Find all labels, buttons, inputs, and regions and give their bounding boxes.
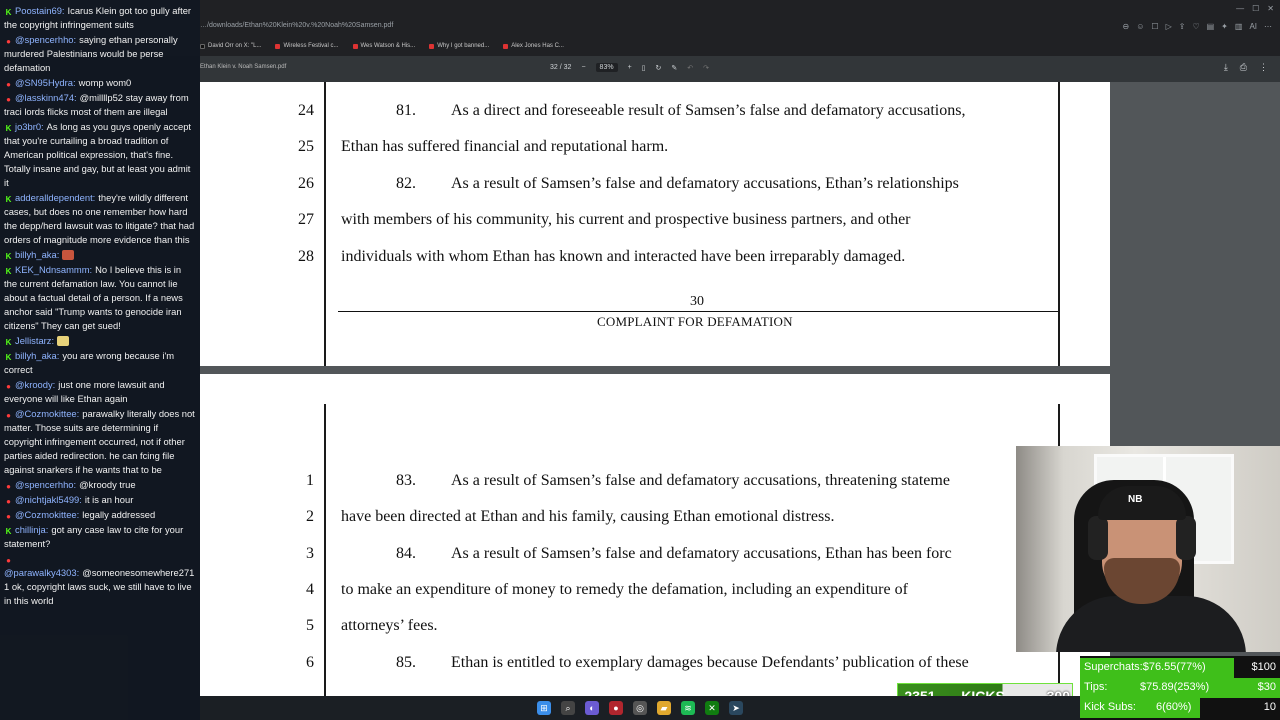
chat-message — [4, 523, 196, 551]
live-chat — [0, 0, 200, 720]
pdf-toolbar — [200, 56, 1280, 82]
paragraph-number: 83. — [396, 472, 416, 489]
chat-username[interactable]: @Cozmokittee: — [15, 408, 80, 419]
chat-username[interactable]: jo3br0: — [15, 121, 44, 132]
chat-username[interactable]: Jellistarz: — [15, 335, 55, 346]
kick-subs-goal — [1080, 698, 1280, 718]
goal-value: $76.55(77%) — [1142, 661, 1206, 673]
chat-text: As long as you guys openly accept that you're curtailing a broad tradition of American political expression, that's fine. Totally insane and gay, but at least you admit it — [4, 121, 192, 188]
bookmark-icon[interactable]: ☐ — [1151, 22, 1159, 31]
chat-message — [4, 91, 196, 119]
pleading-text: As a direct and foreseeable result of Samsen’s false and defamatory accusations, — [451, 102, 966, 119]
pdf-page-controls — [550, 63, 709, 72]
margin-rule — [324, 82, 326, 366]
goal-label: Tips: — [1084, 681, 1108, 693]
kick-logo-icon: K — [5, 195, 12, 204]
chat-username[interactable]: @lasskinn474: — [15, 92, 77, 103]
pleading-line — [341, 654, 969, 672]
close-icon[interactable]: ✕ — [1267, 4, 1274, 13]
headset-left — [1088, 516, 1108, 560]
pdf-page — [200, 374, 1110, 696]
line-number: 28 — [298, 248, 314, 265]
chat-text: @kroody true — [79, 479, 136, 490]
chat-username[interactable]: @spencerhho: — [15, 479, 77, 490]
superchats-goal — [1080, 658, 1280, 678]
goal-value: $75.89(253%) — [1140, 681, 1210, 693]
chat-message — [4, 508, 196, 522]
youtube-icon — [503, 44, 508, 49]
kick-logo-icon: K — [5, 353, 12, 362]
bookmark-label: Why I got banned... — [437, 43, 490, 49]
line-number: 25 — [298, 138, 314, 155]
youtube-logo-icon: ● — [6, 382, 11, 391]
record-icon[interactable]: ● — [609, 701, 623, 715]
goal-label: Kick Subs: — [1084, 701, 1136, 713]
chat-username[interactable]: @kroody: — [15, 379, 56, 390]
undo-icon[interactable]: ↶ — [687, 64, 694, 72]
redo-icon[interactable]: ↷ — [703, 64, 710, 72]
extensions-icon[interactable]: ✦ — [1221, 22, 1228, 31]
xbox-icon[interactable]: ✕ — [705, 701, 719, 715]
window-controls — [1236, 4, 1274, 13]
page-total: 32 — [563, 64, 572, 71]
page-number: 30 — [690, 294, 704, 309]
youtube-logo-icon: ● — [6, 95, 11, 104]
zoom-level[interactable]: 83% — [596, 63, 618, 72]
pdf-page — [200, 82, 1110, 366]
browser-actions — [1123, 22, 1272, 31]
chat-text: legally addressed — [82, 509, 156, 520]
chat-message — [4, 407, 196, 477]
chat-message — [4, 378, 196, 406]
chat-message — [4, 120, 196, 190]
chat-text: saying ethan personally murdered Palestinians would be perse defamation — [4, 34, 178, 73]
kick-logo-icon: K — [5, 527, 12, 536]
page-indicator[interactable] — [550, 64, 571, 71]
bookmark-item[interactable] — [353, 40, 416, 52]
chat-text: Icarus Klein got too gully after the copyright infringement suits — [4, 5, 192, 30]
minimize-icon[interactable]: — — [1236, 4, 1245, 13]
paragraph-number: 85. — [396, 654, 416, 671]
folder-icon[interactable]: ▰ — [657, 701, 671, 715]
tips-goal — [1080, 678, 1280, 698]
paragraph-number: 84. — [396, 545, 416, 562]
search-icon[interactable]: ⌕ — [561, 701, 575, 715]
line-number: 5 — [306, 617, 314, 634]
x-logo-icon — [200, 44, 205, 49]
chat-username[interactable]: billyh_aka: — [15, 350, 60, 361]
youtube-logo-icon: ● — [6, 411, 11, 420]
goal-target: $30 — [1257, 681, 1276, 693]
goal-label: Superchats: — [1084, 661, 1143, 673]
chat-username[interactable]: Poostain69: — [15, 5, 65, 16]
fit-page-icon[interactable]: ▯ — [641, 64, 646, 72]
taskbar — [200, 696, 1080, 720]
zoom-icon[interactable]: ⊖ — [1122, 22, 1130, 31]
chat-username[interactable]: @parawalky4303: — [4, 567, 80, 578]
chat-message — [4, 263, 196, 333]
ai-button[interactable]: AI — [1249, 22, 1257, 31]
chat-text: @millllp52 stay away from traci lords flicks most of them are illegal — [4, 92, 189, 117]
chat-username[interactable]: billyh_aka: — [15, 249, 60, 260]
chat-message — [4, 552, 196, 608]
pleading-line: to make an expenditure of money to remedy the defamation, including an expenditure of — [341, 581, 908, 598]
address-bar[interactable]: …/downloads/Ethan%20Klein%20v.%20Noah%20Samsen.pdf — [200, 22, 394, 29]
pleading-text: As a result of Samsen’s false and defamatory accusations, Ethan’s relationships — [451, 175, 959, 192]
pleading-line: have been directed at Ethan and his family, causing Ethan emotional distress. — [341, 508, 835, 525]
youtube-logo-icon: ● — [6, 497, 11, 506]
chat-username[interactable]: @SN95Hydra: — [15, 77, 76, 88]
bookmarks-bar — [200, 40, 564, 52]
youtube-logo-icon: ● — [6, 37, 11, 46]
paragraph-number: 82. — [396, 175, 416, 192]
youtube-icon — [429, 44, 434, 49]
youtube-logo-icon: ● — [6, 80, 11, 89]
chat-text: @someonesomewhere2711 ok, copyright laws suck, we still have to live in this world — [4, 567, 195, 606]
pdf-actions — [1224, 62, 1268, 73]
bookmark-label: Wes Watson & His... — [360, 43, 416, 49]
streamer-body — [1056, 596, 1246, 652]
sidebar-icon[interactable]: ▥ — [1234, 22, 1243, 31]
chat-text: they're wildly different cases, but does no one remember how hard the depp/herd lawsuit was to litigate? that had orders of magnitude more evidence than this — [4, 192, 195, 245]
account-icon[interactable]: ☺ — [1136, 22, 1145, 31]
support-goals-panel — [1080, 656, 1280, 720]
bookmark-item[interactable] — [275, 40, 338, 52]
chat-message — [4, 248, 196, 262]
pleading-line: individuals with whom Ethan has known and interacted have been irreparably damaged. — [341, 248, 906, 265]
webcam-feed — [1016, 446, 1280, 652]
download-icon[interactable]: ⤓ — [1223, 62, 1228, 72]
rotate-icon[interactable]: ↻ — [655, 64, 662, 72]
pleading-text: As a result of Samsen’s false and defamatory accusations, threatening stateme — [451, 472, 950, 489]
pleading-line: with members of his community, his current and prospective business partners, and other — [341, 211, 911, 228]
pleading-line — [341, 545, 952, 563]
youtube-icon — [275, 44, 280, 49]
chat-text: No I believe this is in the current defamation law. You cannot lie about a factual detail of a person. If a news anchor said "Trump wants to genocide iran citizens" They can get sued! — [4, 264, 183, 331]
chat-message — [4, 334, 196, 348]
youtube-logo-icon: ● — [6, 512, 11, 521]
zoom-in-button[interactable]: + — [627, 64, 632, 71]
chat-message — [4, 349, 196, 377]
kick-logo-icon: K — [5, 252, 12, 261]
bookmark-item[interactable] — [200, 40, 261, 52]
goal-target: 10 — [1263, 701, 1276, 713]
spotify-icon[interactable]: ≋ — [681, 701, 695, 715]
steam-icon[interactable]: ➤ — [729, 701, 743, 715]
chrome-icon[interactable]: ◎ — [633, 701, 647, 715]
chat-message — [4, 4, 196, 32]
bookmark-item[interactable] — [503, 40, 564, 52]
line-number: 26 — [298, 175, 314, 192]
bookmark-label: Wireless Festival c... — [283, 43, 339, 49]
maximize-icon[interactable]: ☐ — [1252, 4, 1260, 13]
kick-logo-icon: K — [5, 267, 12, 276]
youtube-logo-icon: ● — [6, 556, 11, 565]
emote-icon — [57, 336, 69, 346]
line-number: 24 — [298, 102, 314, 119]
kick-logo-icon: K — [5, 8, 12, 17]
footer-rule — [338, 311, 1058, 312]
margin-rule — [1058, 82, 1060, 366]
line-number: 4 — [306, 581, 314, 598]
page-current: 32 — [550, 64, 558, 71]
chat-message — [4, 191, 196, 247]
bookmark-label: David Orr on X: "L... — [208, 43, 262, 49]
chat-text: womp wom0 — [78, 77, 132, 88]
chat-username[interactable]: @Cozmokittee: — [15, 509, 80, 520]
chat-username[interactable]: @spencerhho: — [15, 34, 77, 45]
cap-logo: NB — [1128, 494, 1143, 505]
chat-text: it is an hour — [84, 494, 134, 505]
draw-icon[interactable]: ✎ — [671, 64, 678, 72]
pleading-text: Ethan is entitled to exemplary damages because Defendants’ publication of these — [451, 654, 969, 671]
pleading-line: Ethan has suffered financial and reputational harm. — [341, 138, 669, 155]
favorite-icon[interactable]: ♡ — [1192, 22, 1200, 31]
footer-title: COMPLAINT FOR DEFAMATION — [597, 314, 793, 329]
headset-right — [1176, 516, 1196, 560]
chat-message — [4, 478, 196, 492]
kick-logo-icon: K — [5, 338, 12, 347]
chat-username[interactable]: adderalldependent: — [15, 192, 96, 203]
play-icon[interactable]: ▷ — [1165, 22, 1172, 31]
pleading-line — [341, 175, 959, 193]
chat-username[interactable]: KEK_Ndnsammm: — [15, 264, 93, 275]
line-number: 1 — [306, 472, 314, 489]
goal-value: 6(60%) — [1156, 701, 1192, 713]
chat-text: just one more lawsuit and everyone will like Ethan again — [4, 379, 165, 404]
menu-icon[interactable]: ⋯ — [1264, 22, 1272, 31]
bookmark-label: Alex Jones Has C... — [511, 43, 564, 49]
line-number: 3 — [306, 545, 314, 562]
windows-start-icon[interactable]: ⊞ — [537, 701, 551, 715]
emote-icon — [62, 250, 74, 260]
chat-text: got any case law to cite for your statement? — [4, 524, 184, 549]
bookmark-item[interactable] — [429, 40, 489, 52]
pleading-text: As a result of Samsen’s false and defamatory accusations, Ethan has been forc — [451, 545, 952, 562]
pleading-line: attorneys’ fees. — [341, 617, 438, 634]
goal-target: $100 — [1251, 661, 1276, 673]
line-number: 6 — [306, 654, 314, 671]
share-icon[interactable]: ⇪ — [1178, 22, 1186, 31]
pleading-line — [341, 102, 965, 120]
margin-rule — [324, 404, 326, 696]
page-separator: / — [559, 64, 562, 71]
chat-message — [4, 76, 196, 90]
reader-icon[interactable]: ▤ — [1206, 22, 1215, 31]
chat-message — [4, 33, 196, 75]
youtube-logo-icon: ● — [6, 482, 11, 491]
copilot-icon[interactable]: ◐ — [585, 701, 599, 715]
youtube-icon — [353, 44, 358, 49]
chat-message — [4, 493, 196, 507]
paragraph-number: 81. — [396, 102, 416, 119]
more-options-icon[interactable]: ⋮ — [1259, 62, 1268, 72]
pdf-filename: Ethan Klein v. Noah Samsen.pdf — [200, 64, 287, 70]
line-number: 2 — [306, 508, 314, 525]
pleading-line — [341, 472, 950, 490]
line-number: 27 — [298, 211, 314, 228]
chat-text: parawalky literally does not matter. Those suits are determining if copyright infringement occurred, not if other parties aided redirection. he can fcing file against snarkers if he wants that to be — [4, 408, 195, 475]
kick-logo-icon: K — [5, 124, 12, 133]
chat-username[interactable]: chillinja: — [15, 524, 49, 535]
zoom-out-button[interactable]: − — [581, 64, 586, 71]
print-icon[interactable]: ⎙ — [1239, 62, 1247, 72]
chat-text: you are wrong because i'm correct — [4, 350, 175, 375]
chat-username[interactable]: @nichtjakl5499: — [15, 494, 82, 505]
